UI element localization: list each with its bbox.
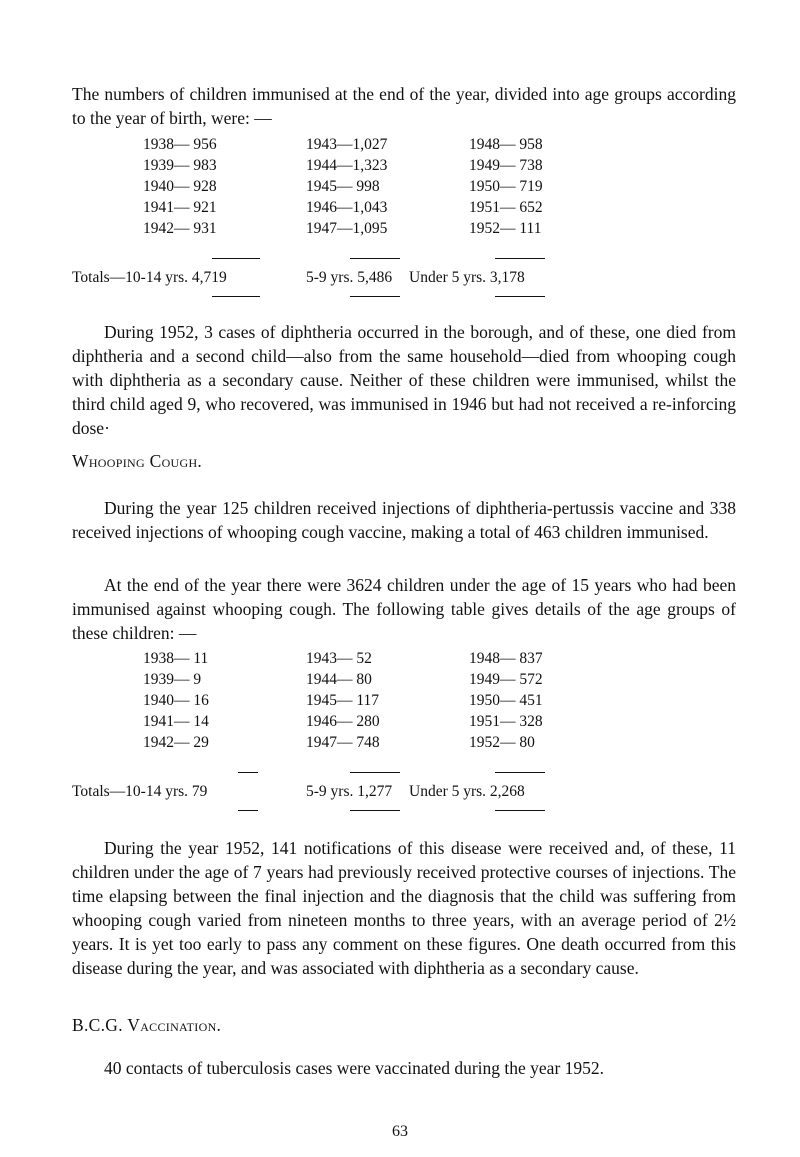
- sum-rule: [495, 258, 545, 259]
- table-cell: 1938— 11: [143, 650, 209, 667]
- table-cell: 1949— 738: [469, 157, 543, 174]
- table-cell: 1942— 29: [143, 734, 209, 751]
- sum-rule: [350, 258, 400, 259]
- table-cell: 1945— 998: [306, 178, 380, 195]
- table-cell: 1948— 958: [469, 136, 543, 153]
- table-cell: 1938— 956: [143, 136, 217, 153]
- table-cell: 1944— 80: [306, 671, 372, 688]
- table-cell: 1946—1,043: [306, 199, 388, 216]
- whooping-cough-heading: Whooping Cough.: [72, 451, 203, 471]
- table-cell: 1951— 328: [469, 713, 543, 730]
- table-row: [0, 692, 800, 714]
- page-number: 63: [392, 1123, 408, 1140]
- double-rule: [350, 296, 400, 297]
- table-cell: 1940— 16: [143, 692, 209, 709]
- table-row: [0, 136, 800, 158]
- totals-cell: Totals—10-14 yrs. 79: [72, 783, 208, 800]
- table-row: [0, 220, 800, 242]
- whooping-paragraph-2: At the end of the year there were 3624 children under the age of 15 years who had been immunised against whooping cough. The following table gives details of the age groups of these children: —: [72, 575, 736, 643]
- table-cell: 1947—1,095: [306, 220, 388, 237]
- table-cell: 1946— 280: [306, 713, 380, 730]
- double-rule: [212, 296, 260, 297]
- table-cell: 1950— 719: [469, 178, 543, 195]
- double-rule: [238, 810, 258, 811]
- double-rule: [350, 810, 400, 811]
- table-cell: 1940— 928: [143, 178, 217, 195]
- sum-rule: [212, 258, 260, 259]
- table-row: [0, 199, 800, 221]
- sum-rule: [495, 772, 545, 773]
- table-cell: 1939— 9: [143, 671, 202, 688]
- whooping-paragraph-1: During the year 125 children received injections of diphtheria-pertussis vaccine and 338 received injections of whooping cough vaccine, making a total of 463 children immunised.: [72, 498, 736, 542]
- table-cell: 1943— 52: [306, 650, 372, 667]
- bcg-paragraph: 40 contacts of tuberculosis cases were vaccinated during the year 1952.: [104, 1058, 605, 1078]
- table-cell: 1949— 572: [469, 671, 543, 688]
- table-row: [0, 178, 800, 200]
- table-cell: 1950— 451: [469, 692, 543, 709]
- sum-rule: [238, 772, 258, 773]
- table-cell: 1945— 117: [306, 692, 380, 709]
- table-cell: 1952— 111: [469, 220, 542, 237]
- table-row: [0, 650, 800, 672]
- intro-paragraph: The numbers of children immunised at the end of the year, divided into age groups according to the year of birth, were: —: [72, 84, 736, 128]
- totals-cell: 5-9 yrs. 5,486: [306, 269, 393, 286]
- table-cell: 1941— 921: [143, 199, 217, 216]
- table-cell: 1939— 983: [143, 157, 217, 174]
- table-cell: 1943—1,027: [306, 136, 388, 153]
- table-cell: 1944—1,323: [306, 157, 388, 174]
- totals-cell: Under 5 yrs. 3,178: [409, 269, 525, 286]
- table-row: [0, 713, 800, 735]
- table-row: [0, 734, 800, 756]
- diphtheria-paragraph: During 1952, 3 cases of diphtheria occurred in the borough, and of these, one died from diphtheria and a second child—also from the same household—died from whooping cough with diphtheria as a secondary cause. Neither of these children were immunised, whilst the third child aged 9, who recovered, was immunised in 1946 but had not received a re-inforcing dose·: [72, 322, 736, 438]
- totals-cell: 5-9 yrs. 1,277: [306, 783, 393, 800]
- totals-row: [0, 269, 800, 291]
- bcg-heading: B.C.G. Vaccination.: [72, 1015, 222, 1035]
- totals-cell: Under 5 yrs. 2,268: [409, 783, 525, 800]
- table-cell: 1951— 652: [469, 199, 543, 216]
- table-cell: 1952— 80: [469, 734, 535, 751]
- totals-row: [0, 783, 800, 805]
- table-cell: 1942— 931: [143, 220, 217, 237]
- table-cell: 1948— 837: [469, 650, 543, 667]
- whooping-paragraph-3: During the year 1952, 141 notifications of this disease were received and, of these, 11 children under the age of 7 years had previously received protective courses of injections. The time elapsing between the final injection and the diagnosis that the child was suffering from whooping cough varied from nineteen months to three years, with an average period of 2½ years. It is yet too early to pass any comment on these figures. One death occurred from this disease during the year, and was associated with diphtheria as a secondary cause.: [72, 838, 736, 978]
- double-rule: [495, 296, 545, 297]
- table-row: [0, 671, 800, 693]
- totals-cell: Totals—10-14 yrs. 4,719: [72, 269, 227, 286]
- table-cell: 1941— 14: [143, 713, 209, 730]
- table-row: [0, 157, 800, 179]
- table-cell: 1947— 748: [306, 734, 380, 751]
- double-rule: [495, 810, 545, 811]
- sum-rule: [350, 772, 400, 773]
